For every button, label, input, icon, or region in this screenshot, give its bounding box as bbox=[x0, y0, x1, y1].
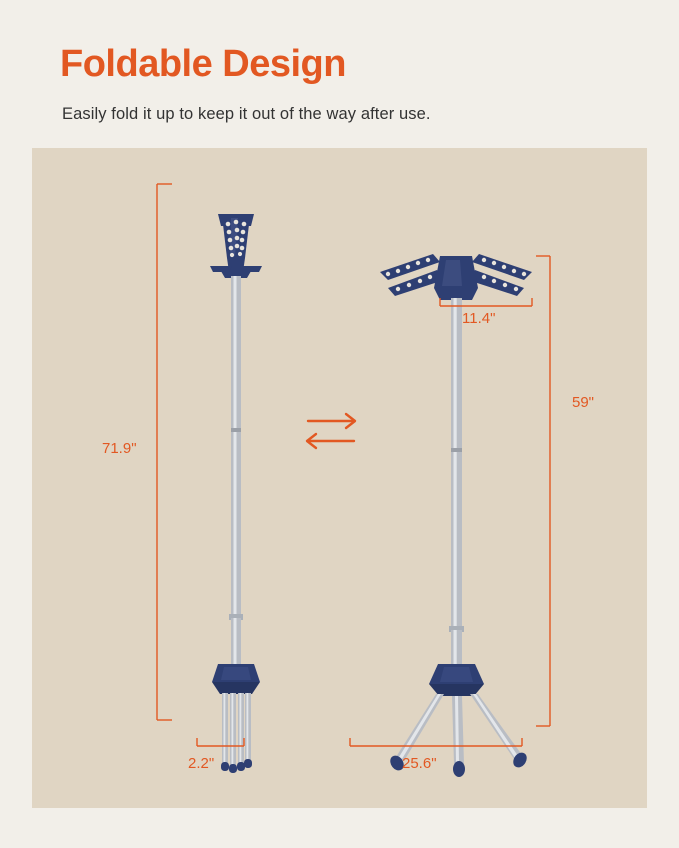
dimension-top-width: 11.4" bbox=[462, 310, 496, 327]
folded-drying-rack bbox=[210, 214, 262, 773]
dimension-folded-width: 2.2" bbox=[188, 755, 215, 772]
product-diagram bbox=[32, 148, 647, 808]
page-title: Foldable Design bbox=[60, 43, 346, 85]
diagram-panel bbox=[32, 148, 647, 808]
dimension-base-width: 25.6" bbox=[402, 755, 437, 772]
unfolded-drying-rack bbox=[380, 254, 532, 777]
page-subtitle: Easily fold it up to keep it out of the way after use. bbox=[62, 105, 431, 123]
dimension-folded-height: 71.9" bbox=[102, 440, 137, 457]
dimension-unfolded-height: 59" bbox=[572, 394, 595, 411]
convert-arrows bbox=[307, 414, 355, 448]
